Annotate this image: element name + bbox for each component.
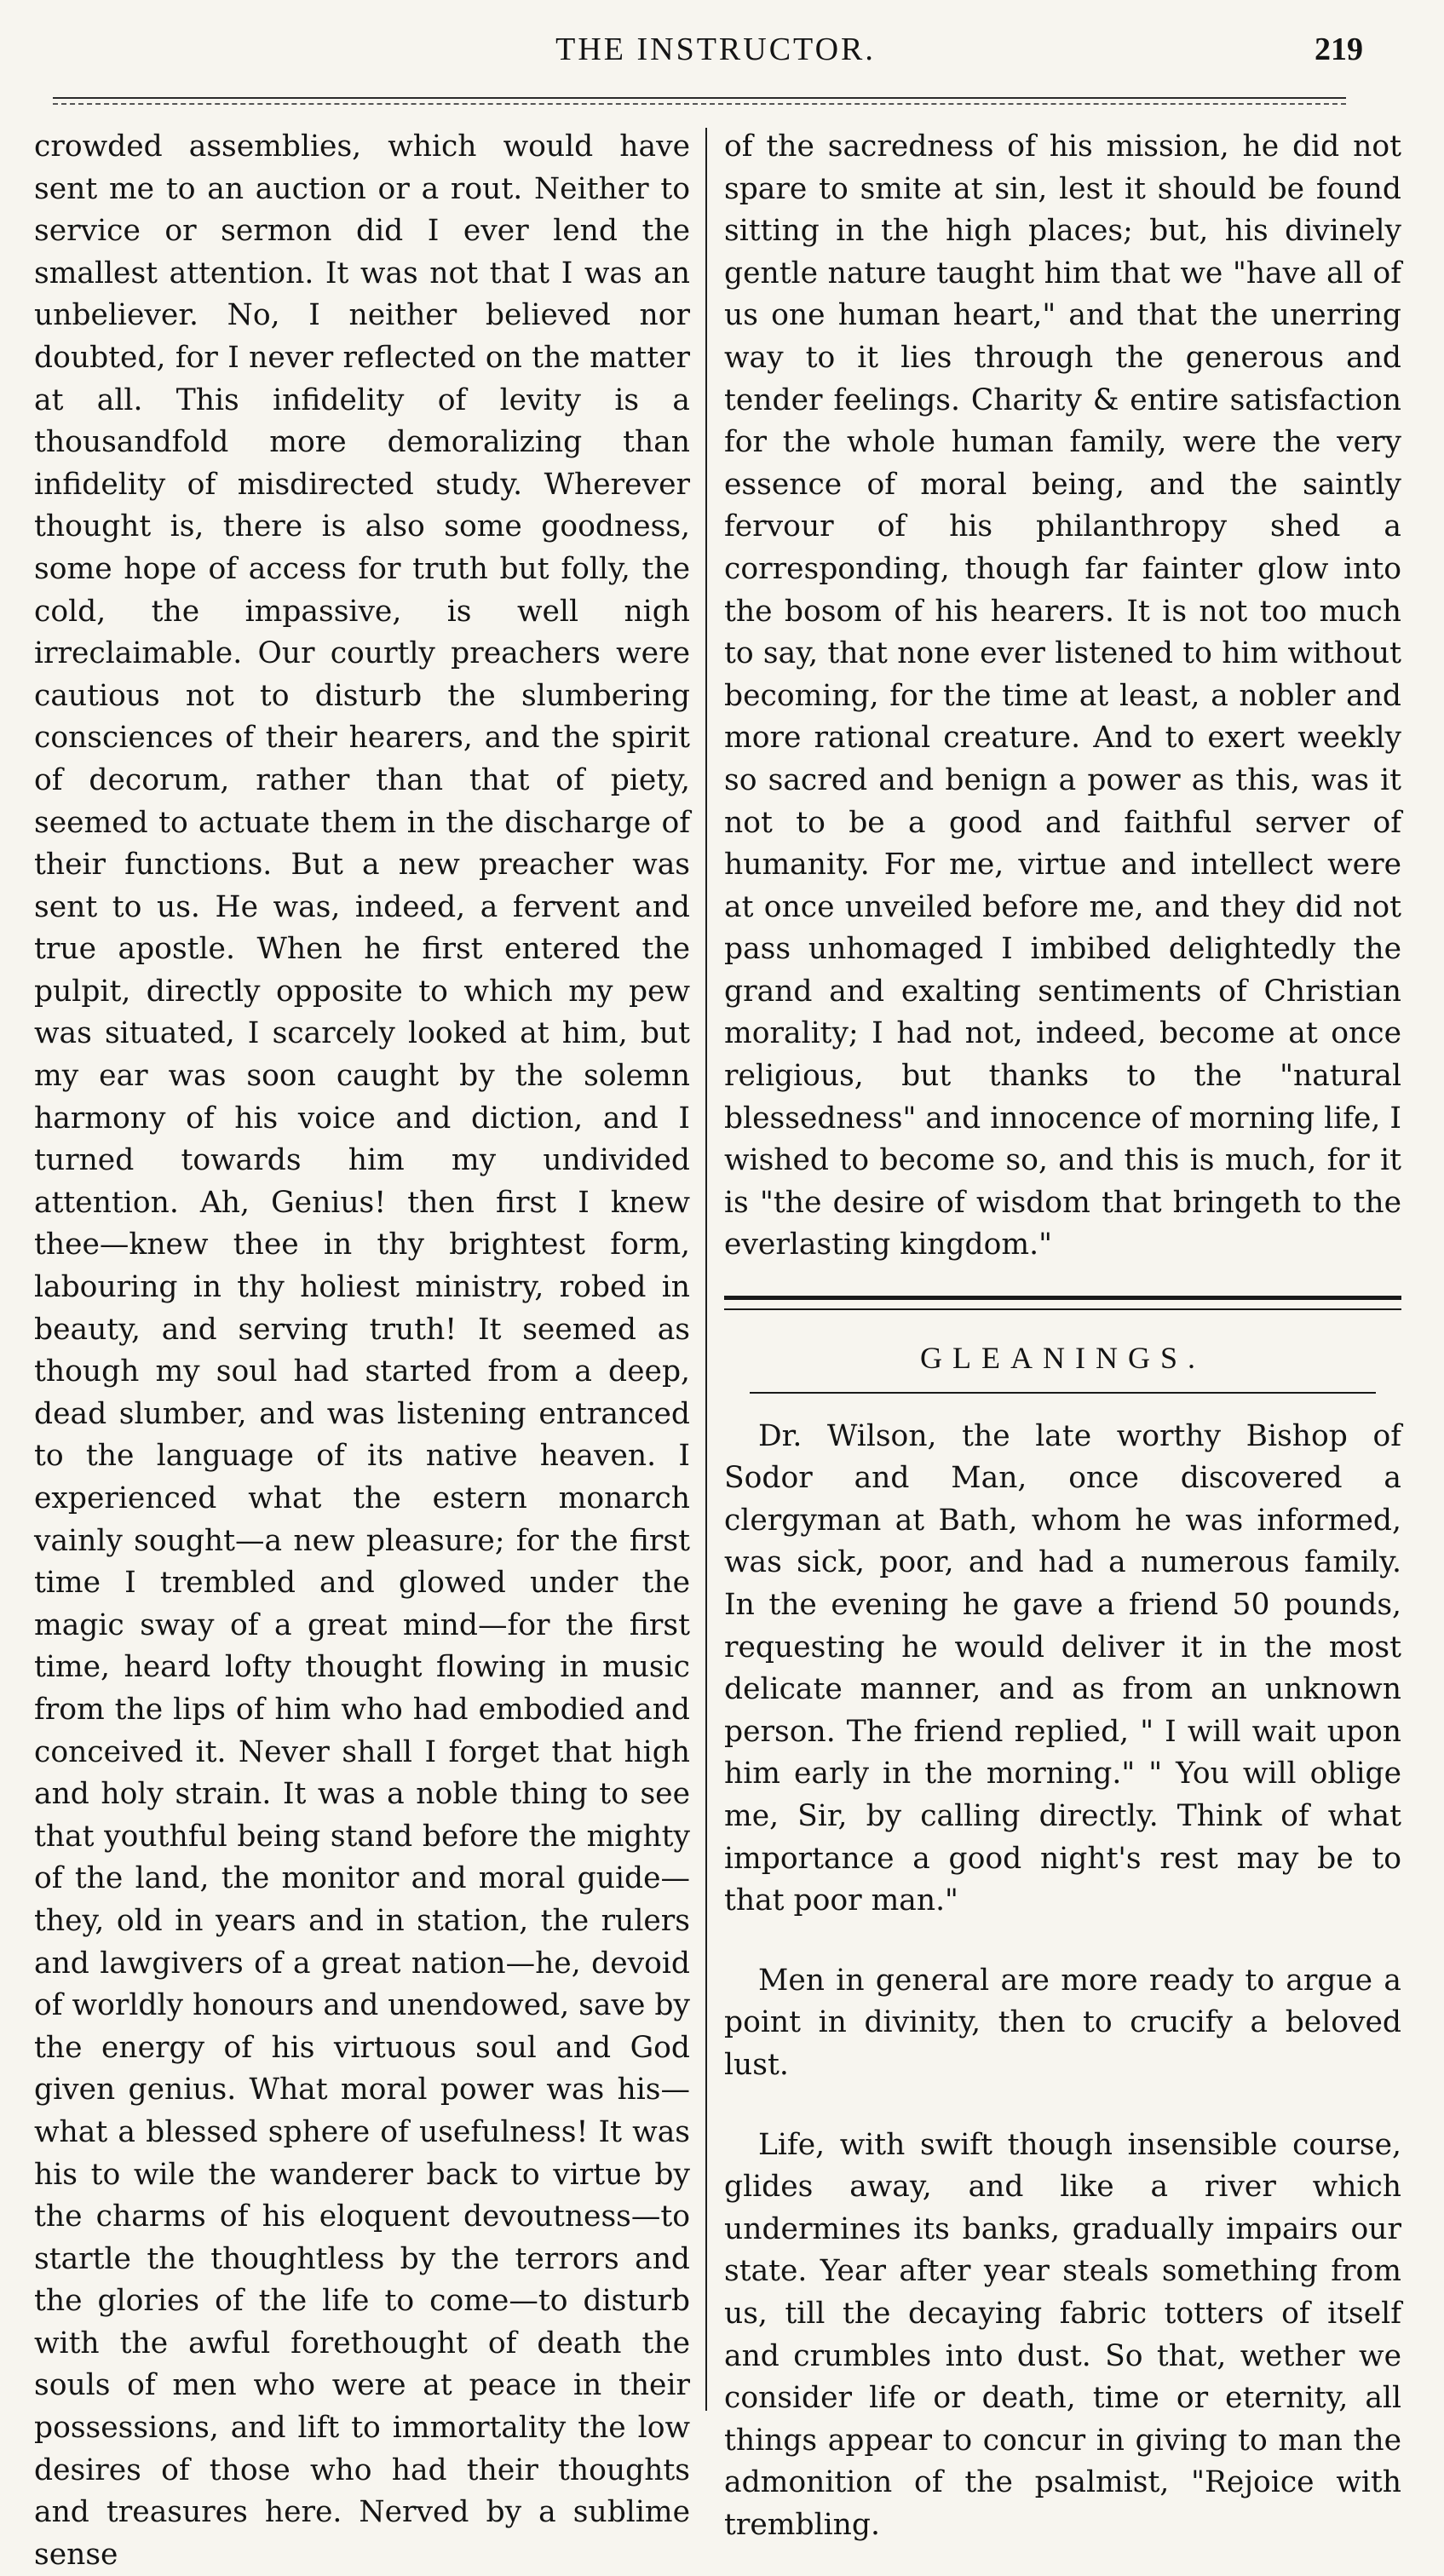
header-rule [53, 97, 1346, 105]
column-divider [705, 128, 707, 2411]
gleaning-paragraph: Life, with swift though insensible course, glides away, and like a river which undermines its banks, gradually impairs our state. Year after year steals something from us, till the decaying fabric totters of itself and crumbles into dust. So that, wether we consider life or death, time or eternity, all things appear to concur in giving to man the admonition of the psalmist, "Rejoice with trembling. [724, 2127, 1401, 2542]
section-rule [750, 1392, 1376, 1394]
left-column-paragraph: crowded assemblies, which would have sent me to an auction or a rout. Neither to service or sermon did I ever lend the smallest attention. It was not that I was an unbeliever. No, I neither believed nor doubted, for I never reflected on the matter at all. This infidelity of levity is a thousandfold more demoralizing than infidelity of misdirected study. Wherever thought is, there is also some goodness, some hope of access for truth but folly, the cold, the impassive, is well nigh irreclaimable. Our courtly preachers were cautious not to disturb the slumbering consciences of their hearers, and the spirit of decorum, rather than that of piety, seemed to actuate them in the discharge of their functions. But a new preacher was sent to us. He was, indeed, a fervent and true apostle. When he first entered the pulpit, directly opposite to which my pew was situated, I scarcely looked at him, but my ear was soon caught by the solemn harmony of his voice and diction, and I turned towards him my undivided attention. Ah, Genius! then first I knew thee—knew thee in thy brightest form, labouring in thy holiest ministry, robed in beauty, and serving truth! It seemed as though my soul had started from a deep, dead slumber, and was listening entranced to the language of its native heaven. I experienced what the estern monarch vainly sought—a new pleasure; for the first time I trembled and glowed under the magic sway of a great mind—for the first time, heard lofty thought flowing in music from the lips of him who had embodied and conceived it. Never shall I forget that high and holy strain. It was a noble thing to see that youthful being stand before the mighty of the land, the monitor and moral guide—they, old in years and in station, the rulers and lawgivers of a great nation—he, devoid of worldly honours and unendowed, save by the energy of his virtuous soul and God given genius. What moral power was his—what a blessed sphere of usefulness! It was his to wile the wanderer back to virtue by the charms of his eloquent devoutness—to startle the thoughtless by the terrors and the glories of the life to come—to disturb with the awful forethought of death the souls of men who were at peace in their possessions, and lift to immortality the low desires of those who had their thoughts and treasures here. Nerved by a sublime sense [34, 129, 690, 2572]
right-column [724, 126, 1401, 2542]
article-end-rule [724, 1296, 1401, 1310]
article-continuation: of the sacredness of his mission, he did not spare to smite at sin, lest it should be found sitting in the high places; but, his divinely gentle nature taught him that we "have all of us one human heart," and that the unerring way to it lies through the generous and tender feelings. Charity & entire satisfaction for the whole human family, were the very essence of moral being, and the saintly fervour of his philanthropy shed a corresponding, though far fainter glow into the bosom of his hearers. It is not too much to say, that none ever listened to him without becoming, for the time at least, a nobler and more rational creature. And to exert weekly so sacred and benign a power as this, was it not to be a good and faithful server of humanity. For me, virtue and intellect were at once unveiled before me, and they did not pass unhomaged I imbibed delightedly the grand and exalting sentiments of Christian morality; I had not, indeed, become at once religious, but thanks to the "natural blessedness" and innocence of morning life, I wished to become so, and this is much, for it is "the desire of wisdom that bringeth to the everlasting kingdom." [724, 129, 1401, 1262]
running-title: THE INSTRUCTOR. [555, 32, 876, 67]
gleaning-paragraph: Men in general are more ready to argue a point in divinity, then to crucify a beloved lust. [724, 1963, 1401, 2082]
section-title: GLEANINGS. [920, 1341, 1205, 1376]
gleaning-paragraph: Dr. Wilson, the late worthy Bishop of Sodor and Man, once discovered a clergyman at Bath, whom he was informed, was sick, poor, and had a numerous family. In the evening he gave a friend 50 pounds, requesting he would deliver it in the most delicate manner, and as from an unknown person. The friend replied, " I will wait upon him early in the morning." " You will oblige me, Sir, by calling directly. Think of what importance a good night's rest may be to that poor man." [724, 1418, 1401, 1918]
page-header [34, 31, 1397, 90]
left-column [34, 126, 690, 2572]
page-number: 219 [1315, 32, 1363, 67]
